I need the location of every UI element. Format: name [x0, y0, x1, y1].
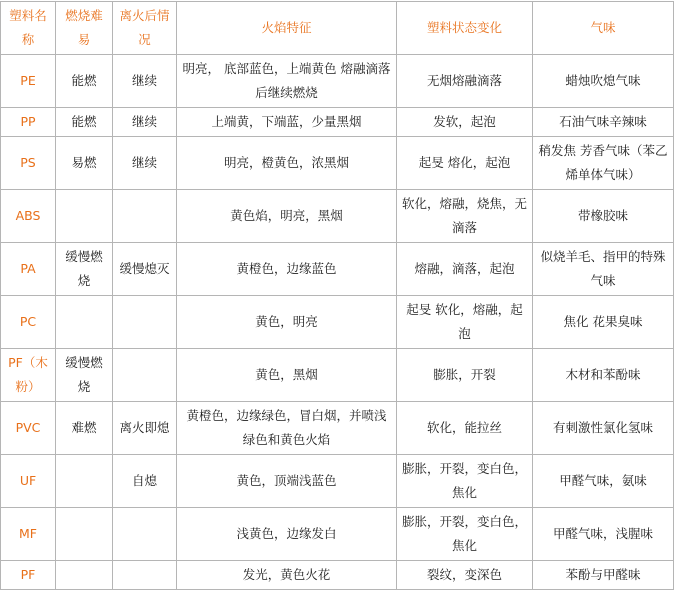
table-row: [1, 349, 674, 402]
cell-plastic-name: PP: [1, 108, 56, 137]
cell-state-change: 起旻 熔化，起泡: [397, 137, 533, 190]
cell-odor: 甲醛气味，氨味: [533, 455, 674, 508]
cell-odor: 带橡胶味: [533, 190, 674, 243]
header-state-change: 塑料状态变化: [397, 2, 533, 55]
cell-burn-ease: [56, 508, 113, 561]
cell-odor: 稍发焦 芳香气味（苯乙烯单体气味）: [533, 137, 674, 190]
header-after-fire: 离火后情况: [113, 2, 177, 55]
cell-burn-ease: [56, 296, 113, 349]
header-row: [1, 2, 674, 55]
table-row: [1, 508, 674, 561]
cell-plastic-name: PE: [1, 55, 56, 108]
table-row: [1, 55, 674, 108]
cell-odor: 甲醛气味，浅腥味: [533, 508, 674, 561]
cell-flame-feature: 黄色，黑烟: [177, 349, 397, 402]
cell-state-change: 软化，熔融，烧焦，无滴落: [397, 190, 533, 243]
cell-after-fire: 自熄: [113, 455, 177, 508]
cell-flame-feature: 上端黄，下端蓝，少量黑烟: [177, 108, 397, 137]
header-odor: 气味: [533, 2, 674, 55]
cell-plastic-name: PF（木粉）: [1, 349, 56, 402]
table-row: [1, 561, 674, 590]
table-row: [1, 190, 674, 243]
cell-state-change: 膨胀，开裂，变白色，焦化: [397, 508, 533, 561]
cell-after-fire: 继续: [113, 55, 177, 108]
cell-burn-ease: 缓慢燃烧: [56, 349, 113, 402]
cell-state-change: 软化，能拉丝: [397, 402, 533, 455]
table-row: [1, 455, 674, 508]
cell-after-fire: [113, 508, 177, 561]
cell-burn-ease: 能燃: [56, 55, 113, 108]
cell-state-change: 无烟熔融滴落: [397, 55, 533, 108]
cell-plastic-name: PC: [1, 296, 56, 349]
cell-flame-feature: 黄橙色，边缘绿色，冒白烟，并喷浅绿色和黄色火焰: [177, 402, 397, 455]
cell-flame-feature: 发光，黄色火花: [177, 561, 397, 590]
cell-after-fire: 继续: [113, 137, 177, 190]
table-row: [1, 402, 674, 455]
table-row: [1, 296, 674, 349]
header-flame-feature: 火焰特征: [177, 2, 397, 55]
cell-burn-ease: [56, 561, 113, 590]
cell-state-change: 起旻 软化，熔融，起泡: [397, 296, 533, 349]
cell-after-fire: 离火即熄: [113, 402, 177, 455]
header-burn-ease: 燃烧难易: [56, 2, 113, 55]
cell-plastic-name: UF: [1, 455, 56, 508]
cell-flame-feature: 浅黄色，边缘发白: [177, 508, 397, 561]
cell-state-change: 膨胀，开裂: [397, 349, 533, 402]
cell-state-change: 膨胀，开裂，变白色，焦化: [397, 455, 533, 508]
cell-after-fire: 缓慢熄灭: [113, 243, 177, 296]
cell-odor: 有刺激性氯化氢味: [533, 402, 674, 455]
cell-flame-feature: 黄色焰，明亮，黑烟: [177, 190, 397, 243]
cell-odor: 焦化 花果臭味: [533, 296, 674, 349]
cell-flame-feature: 明亮， 底部蓝色，上端黄色 熔融滴落后继续燃烧: [177, 55, 397, 108]
cell-after-fire: [113, 349, 177, 402]
cell-flame-feature: 明亮，橙黄色，浓黑烟: [177, 137, 397, 190]
cell-burn-ease: [56, 455, 113, 508]
cell-odor: 似烧羊毛、指甲的特殊气味: [533, 243, 674, 296]
cell-plastic-name: MF: [1, 508, 56, 561]
cell-burn-ease: 缓慢燃烧: [56, 243, 113, 296]
cell-plastic-name: ABS: [1, 190, 56, 243]
table-row: [1, 137, 674, 190]
cell-burn-ease: 能燃: [56, 108, 113, 137]
cell-flame-feature: 黄色，明亮: [177, 296, 397, 349]
cell-odor: 木材和苯酚味: [533, 349, 674, 402]
table-row: [1, 243, 674, 296]
cell-odor: 石油气味辛辣味: [533, 108, 674, 137]
cell-burn-ease: [56, 190, 113, 243]
cell-state-change: 裂纹，变深色: [397, 561, 533, 590]
cell-plastic-name: PF: [1, 561, 56, 590]
table-row: [1, 108, 674, 137]
cell-state-change: 发软，起泡: [397, 108, 533, 137]
cell-after-fire: [113, 561, 177, 590]
cell-after-fire: [113, 190, 177, 243]
cell-state-change: 熔融，滴落，起泡: [397, 243, 533, 296]
cell-odor: 苯酚与甲醛味: [533, 561, 674, 590]
cell-plastic-name: PVC: [1, 402, 56, 455]
cell-flame-feature: 黄橙色，边缘蓝色: [177, 243, 397, 296]
cell-after-fire: [113, 296, 177, 349]
plastic-burning-table: [0, 1, 674, 590]
cell-burn-ease: 易燃: [56, 137, 113, 190]
cell-plastic-name: PA: [1, 243, 56, 296]
cell-flame-feature: 黄色，顶端浅蓝色: [177, 455, 397, 508]
cell-burn-ease: 难燃: [56, 402, 113, 455]
cell-odor: 蜡烛吹熄气味: [533, 55, 674, 108]
cell-after-fire: 继续: [113, 108, 177, 137]
cell-plastic-name: PS: [1, 137, 56, 190]
header-plastic-name: 塑料名称: [1, 2, 56, 55]
